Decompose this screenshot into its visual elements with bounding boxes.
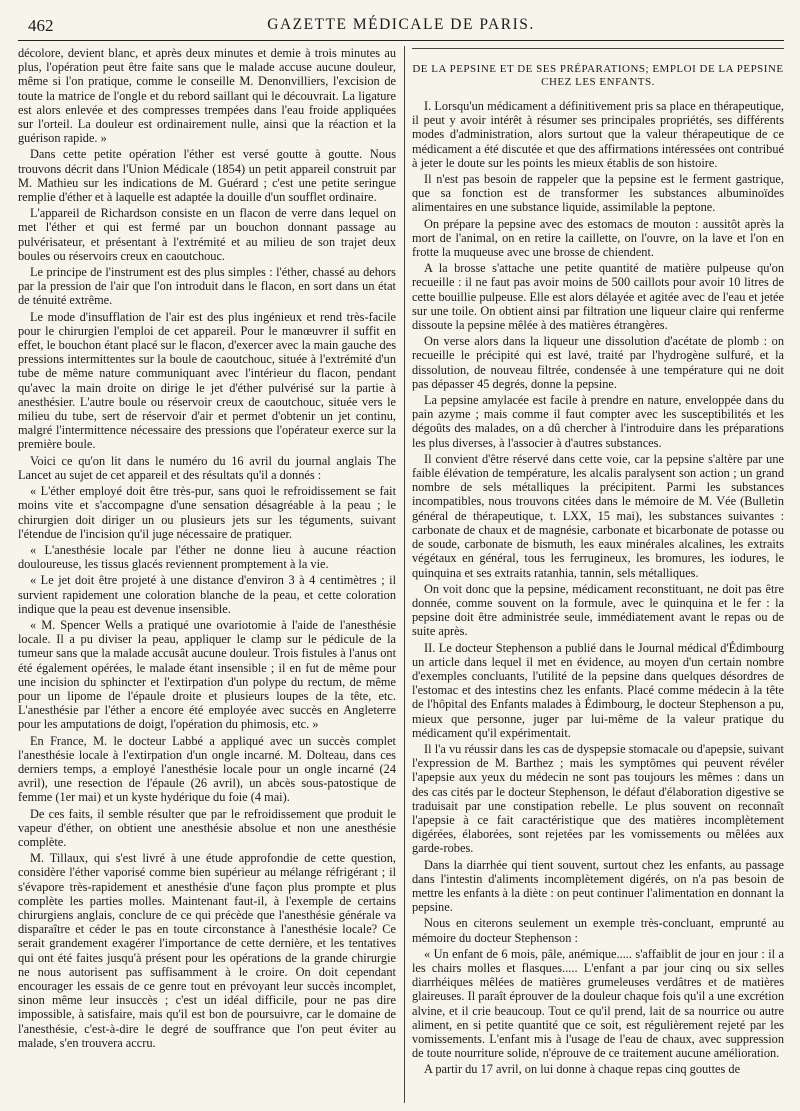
paragraph: II. Le docteur Stephenson a publié dans le Journal médical d'Édimbourg un article dans lequel il met en évidence, au moyen d'un certain nombre d'exemples concluants, l'utilité de la pepsine dans quelques désordres de l'estomac et des intestins chez les enfants. Placé comme médecin à la tête de l'hôpital des Enfants malades à Édimbourg, le docteur Stephenson a pu, mieux que personne, juger par lui-même de la valeur pratique du médicament qu'il expérimentait. <box>412 640 784 740</box>
paragraph: La pepsine amylacée est facile à prendre en nature, enveloppée dans du pain azyme ; mais comme il faut compter avec les susceptibilités et les dégoûts des malades, on a dû chercher à l'introduire dans les préparations les plus diverses, à l'associer à d'autres substances. <box>412 393 784 450</box>
page-number: 462 <box>28 16 54 35</box>
section-title: DE LA PEPSINE ET DE SES PRÉPARATIONS; EMPLOI DE LA PEPSINE CHEZ LES ENFANTS. <box>412 63 784 88</box>
paragraph: Le principe de l'instrument est des plus simples : l'éther, chassé au dehors par la pression de l'air que l'on introduit dans le flacon, en sort dans un état de ténuité extrême. <box>18 265 396 308</box>
paragraph: Il l'a vu réussir dans les cas de dyspepsie stomacale ou d'apepsie, suivant l'expression de M. Barthez ; mais les symptômes qui peuvent révéler l'apepsie aux yeux du médecin ne sont pas toujours les mêmes : dans un des cas cités par le docteur Stephenson, le défaut d'élaboration digestive se traduisait par une constipation rebelle. Le plus souvent on reconnaît l'apepsie à ce fait caractéristique que des matières incomplètement digérées, élaborées, sont rejetées par les vomissements ou mêlées aux garde-robes. <box>412 741 784 856</box>
paragraph: On prépare la pepsine avec des estomacs de mouton : aussitôt après la mort de l'animal, on en retire la caillette, on l'ouvre, on la lave et l'on en frotte la muqueuse avec une brosse de chiendent. <box>412 216 784 260</box>
paragraph: Voici ce qu'on lit dans le numéro du 16 avril du journal anglais The Lancet au sujet de cet appareil et des résultats qu'il a donnés : <box>18 453 396 482</box>
paragraph: « M. Spencer Wells a pratiqué une ovariotomie à l'aide de l'anesthésie locale. Il a pu diviser la peau, appliquer le clamp sur le pédicule de la tumeur sans que la malade accusât aucune douleur. Trois fistules à l'anus ont été également opérées, le malade étant insensible ; il en fut de même pour une incision du sphincter et l'extirpation d'un polype du rectum, de même pour un lipome de l'épaule droite et plusieurs loupes de la tête, etc. L'anesthésie par l'éther a encore été employée avec succès en Angleterre pour les amputations de doigt, l'opération du phimosis, etc. » <box>18 617 396 732</box>
paragraph: Il convient d'être réservé dans cette voie, car la pepsine s'altère par une faible élévation de température, les alcalis paralysent son action ; un grand nombre de sels métalliques la précipitent. Parmi les substances incompatibles, nous trouvons citées dans le mémoire de M. Vée (Bulletin général de thérapeutique, t. LXX, 15 mai), les substances suivantes : carbonate de chaux et de magnésie, carbonate et bicarbonate de potasse ou de soude, carbonate de bismuth, les eaux minérales alcalines, les extraits végétaux en général, tous les ferrugineux, les bromures, les iodures, le quinquina et ses extraits ratanhia, tannin, sels métalliques. <box>412 451 784 580</box>
right-column-body <box>412 99 784 1077</box>
column-divider <box>404 46 405 1103</box>
paragraph: Dans la diarrhée qui tient souvent, surtout chez les enfants, au passage dans l'intestin d'aliments incomplètement digérés, on n'a pas besoin de mettre les enfants à la diète : on peut continuer l'alimentation en donnant la pepsine. <box>412 857 784 915</box>
paragraph: décolore, devient blanc, et après deux minutes et demie à trois minutes au plus, l'opération peut être faite sans que le malade accuse aucune douleur, même si l'on pratique, comme le conseille M. Denonvilliers, l'excision de toute la matrice de l'ongle et du rebord saillant qui le découvrait. La ligature est alors enlevée et des compresses trempées dans l'eau froide appliquées sur l'orteil. La douleur est ordinairement nulle, ainsi que la réaction et la guérison rapide. » <box>18 46 396 146</box>
paragraph: « Le jet doit être projeté à une distance d'environ 3 à 4 centimètres ; il survient rapidement une coloration blanche de la peau, et cette coloration indique que la peau est devenue insensible. <box>18 573 396 616</box>
journal-page <box>18 0 784 1111</box>
paragraph: Le mode d'insufflation de l'air est des plus ingénieux et rend très-facile pour le chirurgien l'emploi de cet appareil. Pour le manœuvrer il suffit en effet, le bouchon étant placé sur le flacon, d'exercer avec la main gauche des pressions intermittentes sur la boule de caoutchouc, située à l'extrémité d'un tube de même nature communiquant avec l'intérieur du flacon, pendant qu'avec la main droite on dirige le jet d'éther pulvérisé sur la partie à anesthésier. L'autre boule ou réservoir creux de caoutchouc, située vers le milieu du tube, sert de réservoir d'air et permet d'obtenir un jet continu, malgré l'intermittence nécessaire des pressions que l'opérateur exerce sur la première boule. <box>18 309 396 452</box>
paragraph: En France, M. le docteur Labbé a appliqué avec un succès complet l'anesthésie locale à l'extirpation d'un ongle incarné. M. Dolteau, dans ces derniers temps, a employé l'anesthésie locale pour un ongle incarné (24 avril), une resection de l'épaule (26 avril), un abcès sous-patostique de femme (1er mai) et un kyste hydérique du foie (4 mai). <box>18 733 396 805</box>
paragraph: A la brosse s'attache une petite quantité de matière pulpeuse qu'on recueille : il ne faut pas avoir moins de 500 caillots pour avoir 10 litres de cette bouillie pulpeuse. Elle est alors délayée et agitée avec de l'eau et jetée sur une toile. On obtient ainsi par filtration une liqueur claire qui renferme dissoute la pepsine mêlée à des matières étrangères. <box>412 261 784 333</box>
paragraph: On verse alors dans la liqueur une dissolution d'acétate de plomb : on recueille le précipité qui est lavé, traité par l'hydrogène sulfuré, et la dissolution, de nouveau filtrée, condensée à une température qui ne doit pas dépasser 45 degrés, donne la pepsine. <box>412 334 784 391</box>
paragraph: L'appareil de Richardson consiste en un flacon de verre dans lequel on met l'éther et qui est fermé par un bouchon donnant passage au pulvérisateur, et présentant à l'extrémité et au milieu de son trajet deux boules ou réservoirs creux en caoutchouc. <box>18 206 396 263</box>
paragraph: « L'anesthésie locale par l'éther ne donne lieu à aucune réaction douloureuse, les tissus glacés reviennent promptement à la vie. <box>18 542 396 572</box>
section-title-rule <box>412 48 784 89</box>
paragraph: A partir du 17 avril, on lui donne à chaque repas cinq gouttes de <box>424 1062 741 1077</box>
paragraph: Il n'est pas besoin de rappeler que la pepsine est le ferment gastrique, que sa fonction est de transformer les substances albuminoïdes alimentaires en une substance liquide, assimilable la peptone. <box>412 172 784 215</box>
left-column <box>18 46 396 1103</box>
paragraph: « Un enfant de 6 mois, pâle, anémique..... s'affaiblit de jour en jour : il a les chairs molles et flasques..... L'enfant a par jour cinq ou six selles diarrhéiques mêlées de matières grumeleuses verdâtres et de matières glaireuses. Il paraît éprouver de la douleur chaque fois qu'il a une excrétion alvine, et il crie beaucoup. Tout ce qu'il prend, lait de sa nourrice ou autre aliment, en si petite quantité que ce soit, est régulièrement rejeté par les vomissements. L'enfant mis à l'usage de l'eau de chaux, avec suppression de toute nourriture solide, n'éprouve de ce traitement aucune amélioration. <box>412 946 784 1061</box>
paragraph: « L'éther employé doit être très-pur, sans quoi le refroidissement se fait moins vite et s'accompagne d'une sensation désagréable à la peau ; le chirurgien doit diriger un ou plusieurs jets sur les téguments, suivant l'étendue de l'incision qu'il juge nécessaire de pratiquer. <box>18 484 396 541</box>
running-title: GAZETTE MÉDICALE DE PARIS. <box>267 16 535 33</box>
paragraph: Dans cette petite opération l'éther est versé goutte à goutte. Nous trouvons décrit dans l'Union Médicale (1854) un petit appareil construit par M. Mathieu sur les indications de M. Guérard ; c'est une petite seringue remplie d'éther et à laquelle est adaptée la douille d'un soufflet ordinaire. <box>18 147 396 205</box>
paragraph: De ces faits, il semble résulter que par le refroidissement que produit le vapeur d'éther, on obtient une anesthésie absolue et non une anesthésie complète. <box>18 806 396 849</box>
paragraph: On voit donc que la pepsine, médicament reconstituant, ne doit pas être donnée, comme souvent on la formule, avec le quinquina et le fer : la pepsine doit être administrée seule, immédiatement avant le repas ou de suite après. <box>412 581 784 639</box>
right-column <box>412 46 784 1103</box>
paragraph: I. Lorsqu'un médicament a définitivement pris sa place en thérapeutique, il peut y avoir intérêt à résumer ses principales propriétés, ses différents modes d'administration, alors surtout que la valeur thérapeutique de ce médicament a été discutée et que des affirmations intéressées ont contribué à jeter le doute sur les points les mieux établis de son histoire. <box>412 99 784 170</box>
paragraph: M. Tillaux, qui s'est livré à une étude approfondie de cette question, considère l'éther vaporisé comme bien supérieur au mélange réfrigérant ; il s'évapore très-rapidement et anesthésie d'une façon plus prompte et plus complète les parties molles. Maintenant faut-il, à l'exemple de certains chirurgiens anglais, conclure de ce qui précède que l'anesthésie générale va disparaître et céder le pas en toute circonstance à l'anesthésie locale? Ce serait grandement exagérer l'importance de cette dernière, et les tentatives qui ont été faites jusqu'à présent pour les opérations de la grande chirurgie ne nous autorisent pas suffisamment à le croire. On doit cependant encourager les essais de ce genre tout en prévoyant leur succès incomplet, sinon même leur insuccès ; c'est un idéal difficile, pour ne pas dire impossible, à satisfaire, mais qu'il est bon de poursuivre, car le domaine de l'anesthésie, c'est-à-dire le degré de souffrance que l'on peut éviter au malade, s'en trouvera accru. <box>18 851 396 1050</box>
page-header <box>18 14 784 41</box>
paragraph: Nous en citerons seulement un exemple très-concluant, emprunté au mémoire du docteur Stephenson : <box>412 916 784 945</box>
